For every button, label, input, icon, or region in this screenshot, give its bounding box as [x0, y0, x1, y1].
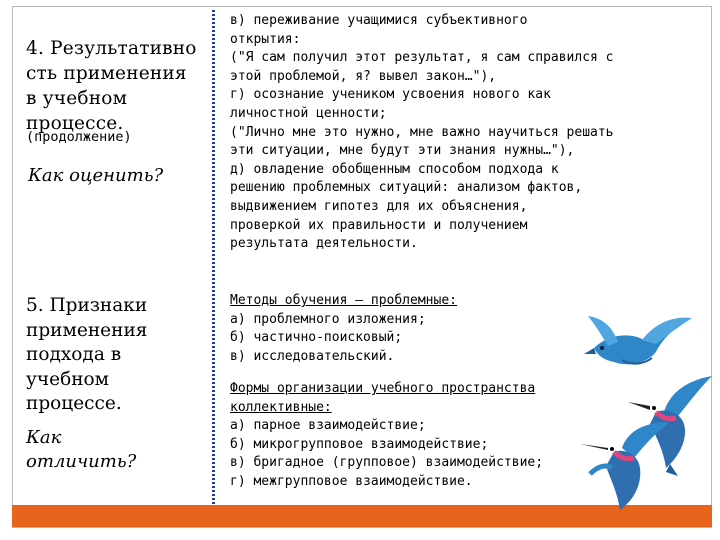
list-item: этой проблемой, я? вывел закон…"),: [230, 68, 497, 84]
column-divider: [212, 10, 215, 508]
list-item: а) парное взаимодействие;: [230, 418, 426, 434]
section4-question: Как оценить?: [28, 165, 164, 186]
section4-title: 4. Результативно сть применения в учебном процессе.: [26, 38, 197, 134]
list-item: б) микрогрупповое взаимодействие;: [230, 436, 489, 452]
list-item: проверкой их правильности и получением: [230, 217, 528, 233]
list-item: ("Лично мне это нужно, мне важно научиться решать: [230, 124, 614, 140]
list-item: эти ситуации, мне будут эти знания нужны…"),: [230, 143, 575, 159]
forms-heading: Формы организации учебного пространства: [230, 381, 536, 396]
list-item: в) бригадное (групповое) взаимодействие;: [230, 455, 544, 471]
section4-subtitle: (продолжение): [26, 129, 132, 145]
list-item: решению проблемных ситуаций: анализом фактов,: [230, 180, 583, 196]
section5-question: Как отличить?: [26, 427, 137, 472]
list-item: личностной ценности;: [230, 105, 387, 121]
list-item: г) осознание учеником усвоения нового как: [230, 87, 551, 103]
list-item: ("Я сам получил этот результат, я сам справился с: [230, 50, 614, 66]
bluebird-icon: [578, 312, 696, 374]
list-item: д) овладение обобщенным способом подхода к: [230, 161, 559, 177]
section5-title: 5. Признаки применения подхода в учебном процессе.: [26, 295, 148, 414]
list-item: б) частично-поисковый;: [230, 330, 403, 346]
list-item: в) исследовательский.: [230, 348, 395, 364]
methods-heading: Методы обучения – проблемные:: [230, 293, 457, 308]
list-item: открытия:: [230, 31, 301, 47]
list-item: результата деятельности.: [230, 236, 418, 252]
list-item: а) проблемного изложения;: [230, 311, 426, 327]
list-item: в) переживание учащимися субъективного: [230, 13, 528, 28]
hummingbird-icon: [576, 418, 672, 514]
outcomes-list: [230, 12, 700, 254]
list-item: г) межгрупповое взаимодействие.: [230, 473, 473, 489]
list-item: выдвижением гипотез для их объяснения,: [230, 198, 528, 214]
forms-heading: коллективные:: [230, 399, 332, 415]
